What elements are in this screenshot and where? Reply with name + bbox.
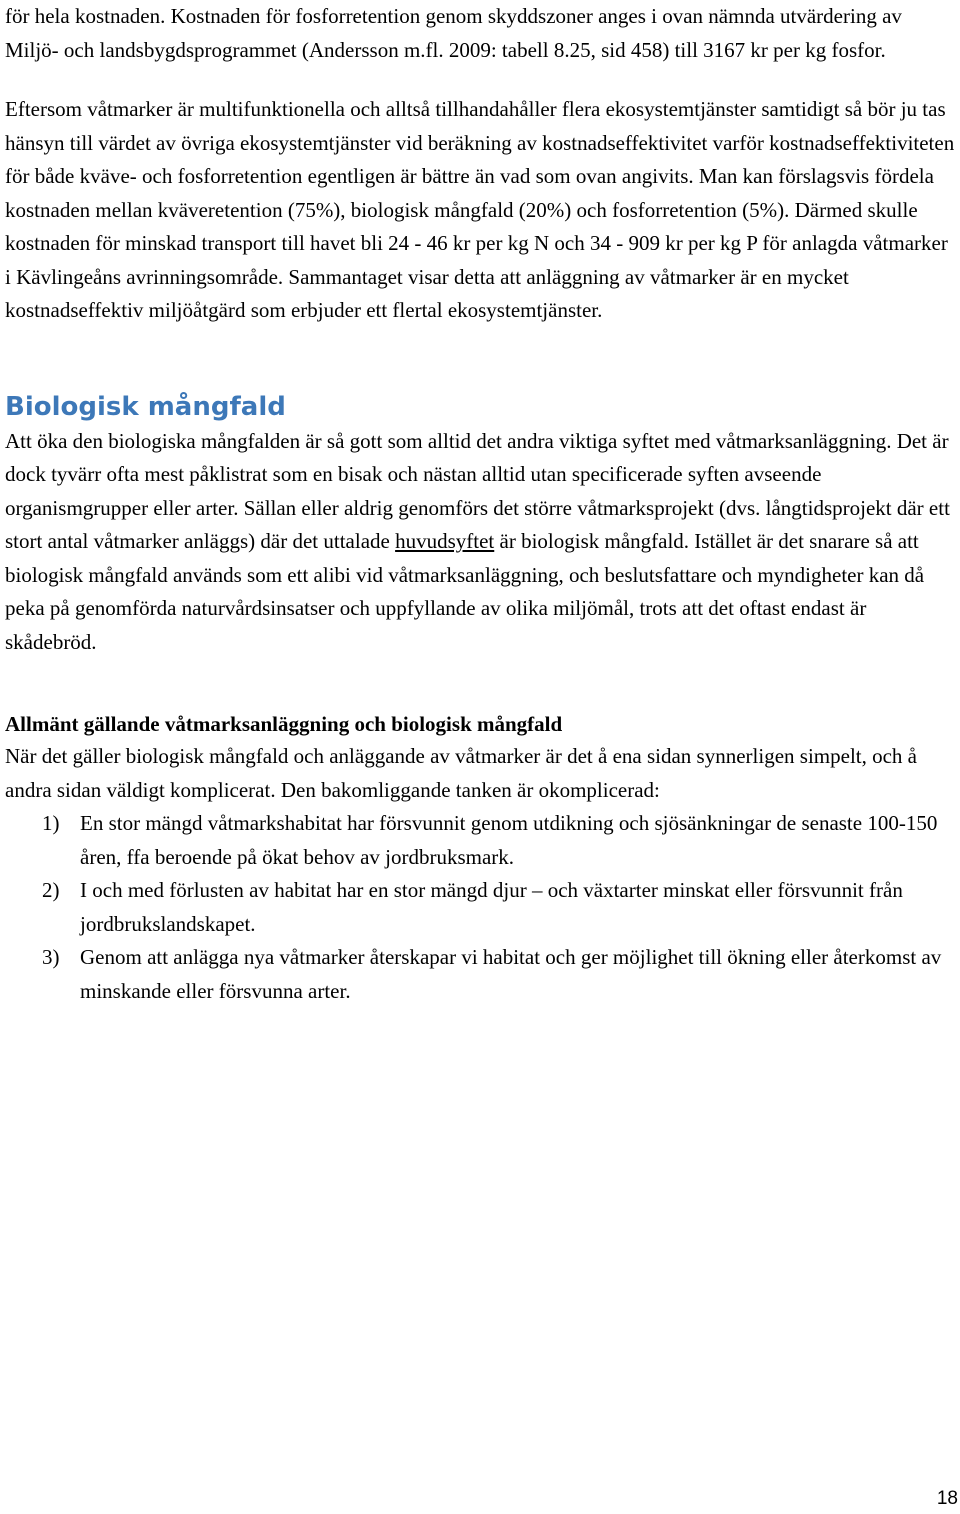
paragraph-biodiversity-text-1: Att öka den biologiska mångfalden är så gott som alltid det andra viktiga syftet med våtmarksanläggning. Det är dock tyvärr ofta mest påklistrat som en bisak och nästan alltid utan specificerade syften avseende organismgrupper eller arter. Sällan eller aldrig genomförs det större våtmarksprojekt (dvs. långtidsprojekt där ett stort antal våtmarker anläggs) där det uttalade xyxy=(5,428,950,553)
underlined-term: huvudsyftet xyxy=(395,529,495,553)
list-marker: 2) xyxy=(42,878,60,902)
paragraph-biodiversity xyxy=(5,425,955,660)
section-heading-biodiversity: Biologisk mångfald xyxy=(5,391,286,422)
paragraph-ecosystem-services: Eftersom våtmarker är multifunktionella och alltså tillhandahåller flera ekosystemtjänster samtidigt så bör ju tas hänsyn till värdet av övriga ekosystemtjänster vid beräkning av kostnadseffektivitet varför kostnadseffektiviteten för både kväve- och fosforretention egentligen är bättre än vad som ovan angivits. Man kan förslagsvis fördela kostnaden mellan kväveretention (75%), biologisk mångfald (20%) och fosforretention (5%). Därmed skulle kostnaden för minskad transport till havet bli 24 - 46 kr per kg N och 34 - 909 kr per kg P för anlagda våtmarker i Kävlingeåns avrinningsområde. Sammantaget visar detta att anläggning av våtmarker är en mycket kostnadseffektiv miljöåtgärd som erbjuder ett flertal ekosystemtjänster. xyxy=(5,97,955,322)
document-page xyxy=(5,0,955,1008)
paragraph-general-intro: När det gäller biologisk mångfald och anläggande av våtmarker är det å ena sidan synnerligen simpelt, och å andra sidan väldigt komplicerat. Den bakomliggande tanken är okomplicerad: xyxy=(5,744,918,802)
list-item-text: I och med förlusten av habitat har en stor mängd djur – och växtarter minskat eller försvunnit från jordbrukslandskapet. xyxy=(80,878,903,936)
list-item xyxy=(5,807,955,874)
subheading-general: Allmänt gällande våtmarksanläggning och biologisk mångfald xyxy=(5,712,563,736)
list-item-text: Genom att anlägga nya våtmarker återskapar vi habitat och ger möjlighet till ökning eller återkomst av minskande eller försvunna arter. xyxy=(80,945,942,1003)
list-marker: 3) xyxy=(42,945,60,969)
numbered-list xyxy=(5,807,955,1008)
list-item xyxy=(5,874,955,941)
list-item-text: En stor mängd våtmarkshabitat har försvunnit genom utdikning och sjösänkningar de senaste 100-150 åren, ffa beroende på ökat behov av jordbruksmark. xyxy=(80,811,938,869)
page-number: 18 xyxy=(936,1488,958,1509)
paragraph-cost-phosphorus: för hela kostnaden. Kostnaden för fosforretention genom skyddszoner anges i ovan nämnda utvärdering av Miljö- och landsbygdsprogrammet (Andersson m.fl. 2009: tabell 8.25, sid 458) till 3167 kr per kg fosfor. xyxy=(5,4,902,62)
list-marker: 1) xyxy=(42,811,60,835)
list-item xyxy=(5,941,955,1008)
paragraph-biodiversity-text-2: är biologisk mångfald. Istället är det snarare så att biologisk mångfald används som ett alibi vid våtmarksanläggning, och beslutsfattare och myndigheter kan då peka på genomförda naturvårdsinsatser och uppfyllande av olika miljömål, trots att det oftast endast är skådebröd. xyxy=(5,529,925,654)
